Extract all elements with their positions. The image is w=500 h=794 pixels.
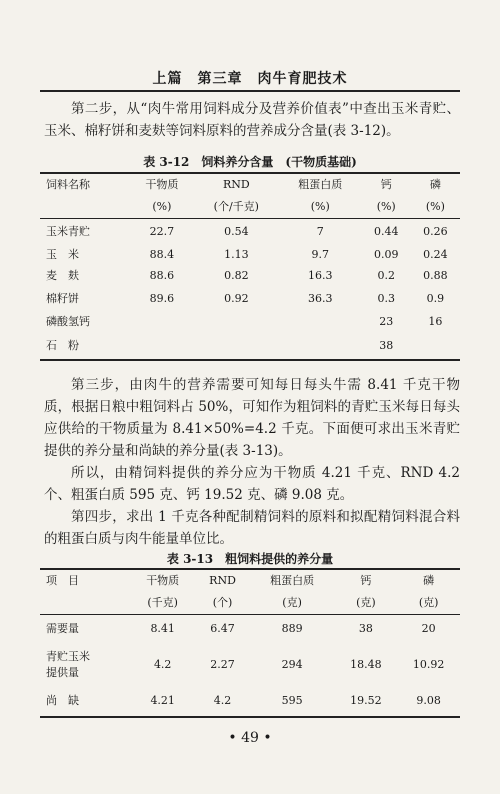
table-cell: 7 xyxy=(316,224,324,238)
table-header-cell: 项 目 xyxy=(46,574,79,587)
table-cell: 1.13 xyxy=(224,247,249,261)
table-header-cell: 钙 xyxy=(380,178,392,191)
table-cell: 0.54 xyxy=(224,224,249,238)
table-cell xyxy=(130,334,194,360)
table-header-cell: 粗蛋白质 xyxy=(298,178,343,191)
table-header-unit: (克) xyxy=(356,596,376,609)
table-cell xyxy=(411,334,460,360)
table-3-12-caption: 表 3-12 饲料养分含量 (干物质基础) xyxy=(143,155,357,169)
table-cell xyxy=(194,311,279,334)
table-header-cell: 干物质 xyxy=(145,178,179,191)
table-cell xyxy=(279,311,362,334)
table-cell: 23 xyxy=(379,315,394,328)
table-header-unit: (千克) xyxy=(147,596,178,609)
table-cell: 8.41 xyxy=(150,621,175,635)
table-row xyxy=(40,245,460,265)
table-cell: 4.2 xyxy=(213,694,232,707)
table-header-unit: (个) xyxy=(212,596,233,609)
running-header: 上篇 第三章 肉牛育肥技术 xyxy=(152,71,348,87)
table-header-unit: (%) xyxy=(152,200,172,213)
row-label-cell: 磷酸氢钙 xyxy=(46,315,90,328)
table-cell: 16 xyxy=(428,315,443,328)
table-cell: 38 xyxy=(358,621,373,635)
table-cell: 18.48 xyxy=(350,657,382,671)
table-row xyxy=(40,334,460,360)
row-label-cell: 棉籽饼 xyxy=(46,292,79,305)
table-header-cell: 饲料名称 xyxy=(46,178,90,191)
table-row xyxy=(40,288,460,311)
table-cell: 6.47 xyxy=(210,621,235,635)
table-row xyxy=(40,615,460,643)
table-cell xyxy=(279,334,362,360)
table-cell: 2.27 xyxy=(210,657,235,671)
table-cell: 89.6 xyxy=(149,292,175,305)
table-cell: 0.9 xyxy=(426,292,445,305)
table-header-cell: 粗蛋白质 xyxy=(270,574,315,587)
table-cell: 20 xyxy=(421,621,436,635)
table-header-cell: 干物质 xyxy=(146,574,180,587)
table-cell: 0.92 xyxy=(224,292,249,305)
table-cell: 16.3 xyxy=(307,269,333,282)
table-cell: 9.08 xyxy=(416,694,441,707)
table-cell: 0.26 xyxy=(423,224,448,238)
table-row xyxy=(40,687,460,717)
table-header-cell: RND xyxy=(209,574,236,587)
paragraph-step-four: 第四步，求出 1 千克各种配制精饲料的原料和拟配精饲料混合料的粗蛋白质与肉牛能量单位比。 xyxy=(44,509,460,547)
table-3-13 xyxy=(40,568,460,718)
table-row xyxy=(40,643,460,687)
table-cell: 0.44 xyxy=(373,224,399,238)
table-3-13-caption: 表 3-13 粗饲料提供的养分量 xyxy=(166,552,334,566)
table-header-unit: (克) xyxy=(418,596,439,609)
table-cell: 9.7 xyxy=(311,247,329,261)
table-cell: 0.3 xyxy=(377,292,395,305)
table-cell: 0.2 xyxy=(377,269,395,282)
table-cell: 22.7 xyxy=(149,224,175,238)
table-cell: 88.6 xyxy=(149,269,175,282)
paragraph-step-two: 第二步，从“肉牛常用饲料成分及营养价值表”中查出玉米青贮、玉米、棉籽饼和麦麸等饲料原料的营养成分含量(表 3-12)。 xyxy=(44,101,460,139)
table-cell xyxy=(194,334,279,360)
row-label-cell: 青贮玉米 提供量 xyxy=(46,649,90,679)
table-cell: 38 xyxy=(379,339,394,352)
table-cell: 889 xyxy=(281,621,303,635)
table-header-unit: (个/千克) xyxy=(213,200,259,213)
table-cell: 10.92 xyxy=(412,657,445,671)
row-label-cell: 麦 麸 xyxy=(46,269,79,282)
table-header-unit: (%) xyxy=(376,200,396,213)
table-cell: 4.2 xyxy=(153,657,172,671)
table-header-unit: (%) xyxy=(310,200,330,213)
row-label-cell: 尚 缺 xyxy=(46,694,79,707)
table-row xyxy=(40,311,460,334)
table-cell: 0.88 xyxy=(423,269,448,282)
table-3-13-body xyxy=(40,615,460,717)
table-row xyxy=(40,265,460,288)
row-label-cell: 玉米青贮 xyxy=(46,224,90,238)
table-cell xyxy=(130,311,194,334)
table-header-cell: 磷 xyxy=(423,574,435,587)
page-number: • 49 • xyxy=(228,730,272,746)
table-header-cell: 钙 xyxy=(360,574,372,587)
table-header-unit xyxy=(40,592,130,615)
table-header-unit: (%) xyxy=(425,200,445,213)
table-cell: 0.24 xyxy=(423,247,448,261)
table-row xyxy=(40,219,460,245)
table-cell: 36.3 xyxy=(307,292,333,305)
row-label-cell: 玉 米 xyxy=(46,247,79,261)
row-label-cell: 石 粉 xyxy=(46,339,79,352)
table-cell: 595 xyxy=(281,694,303,707)
table-3-12-body xyxy=(40,219,460,360)
table-cell: 0.09 xyxy=(373,247,399,261)
table-cell: 294 xyxy=(281,657,303,671)
table-cell: 0.82 xyxy=(224,269,249,282)
paragraph-step-three: 第三步，由肉牛的营养需要可知每日每头牛需 8.41 千克干物质，根据日粮中粗饲料占 50%，可知作为粗饲料的青贮玉米每日每头应供给的干物质量为 8.41×50%=4.2 千克。下面便可求出玉米青贮提供的养分量和尚缺的养分量(表 3-13)。 xyxy=(44,377,460,459)
table-cell: 19.52 xyxy=(350,694,382,707)
table-3-12 xyxy=(40,172,460,361)
table-cell: 88.4 xyxy=(149,247,175,261)
paragraph-conclusion: 所以，由精饲料提供的养分应为干物质 4.21 千克、RND 4.2 个、粗蛋白质 595 克、钙 19.52 克、磷 9.08 克。 xyxy=(44,465,460,503)
table-header-unit xyxy=(40,196,130,219)
table-cell: 4.21 xyxy=(150,694,175,707)
table-header-cell: RND xyxy=(222,178,250,191)
table-header-unit: (克) xyxy=(282,596,302,609)
row-label-cell: 需要量 xyxy=(46,621,79,635)
table-header-cell: 磷 xyxy=(429,178,441,191)
header-rule xyxy=(40,90,460,92)
